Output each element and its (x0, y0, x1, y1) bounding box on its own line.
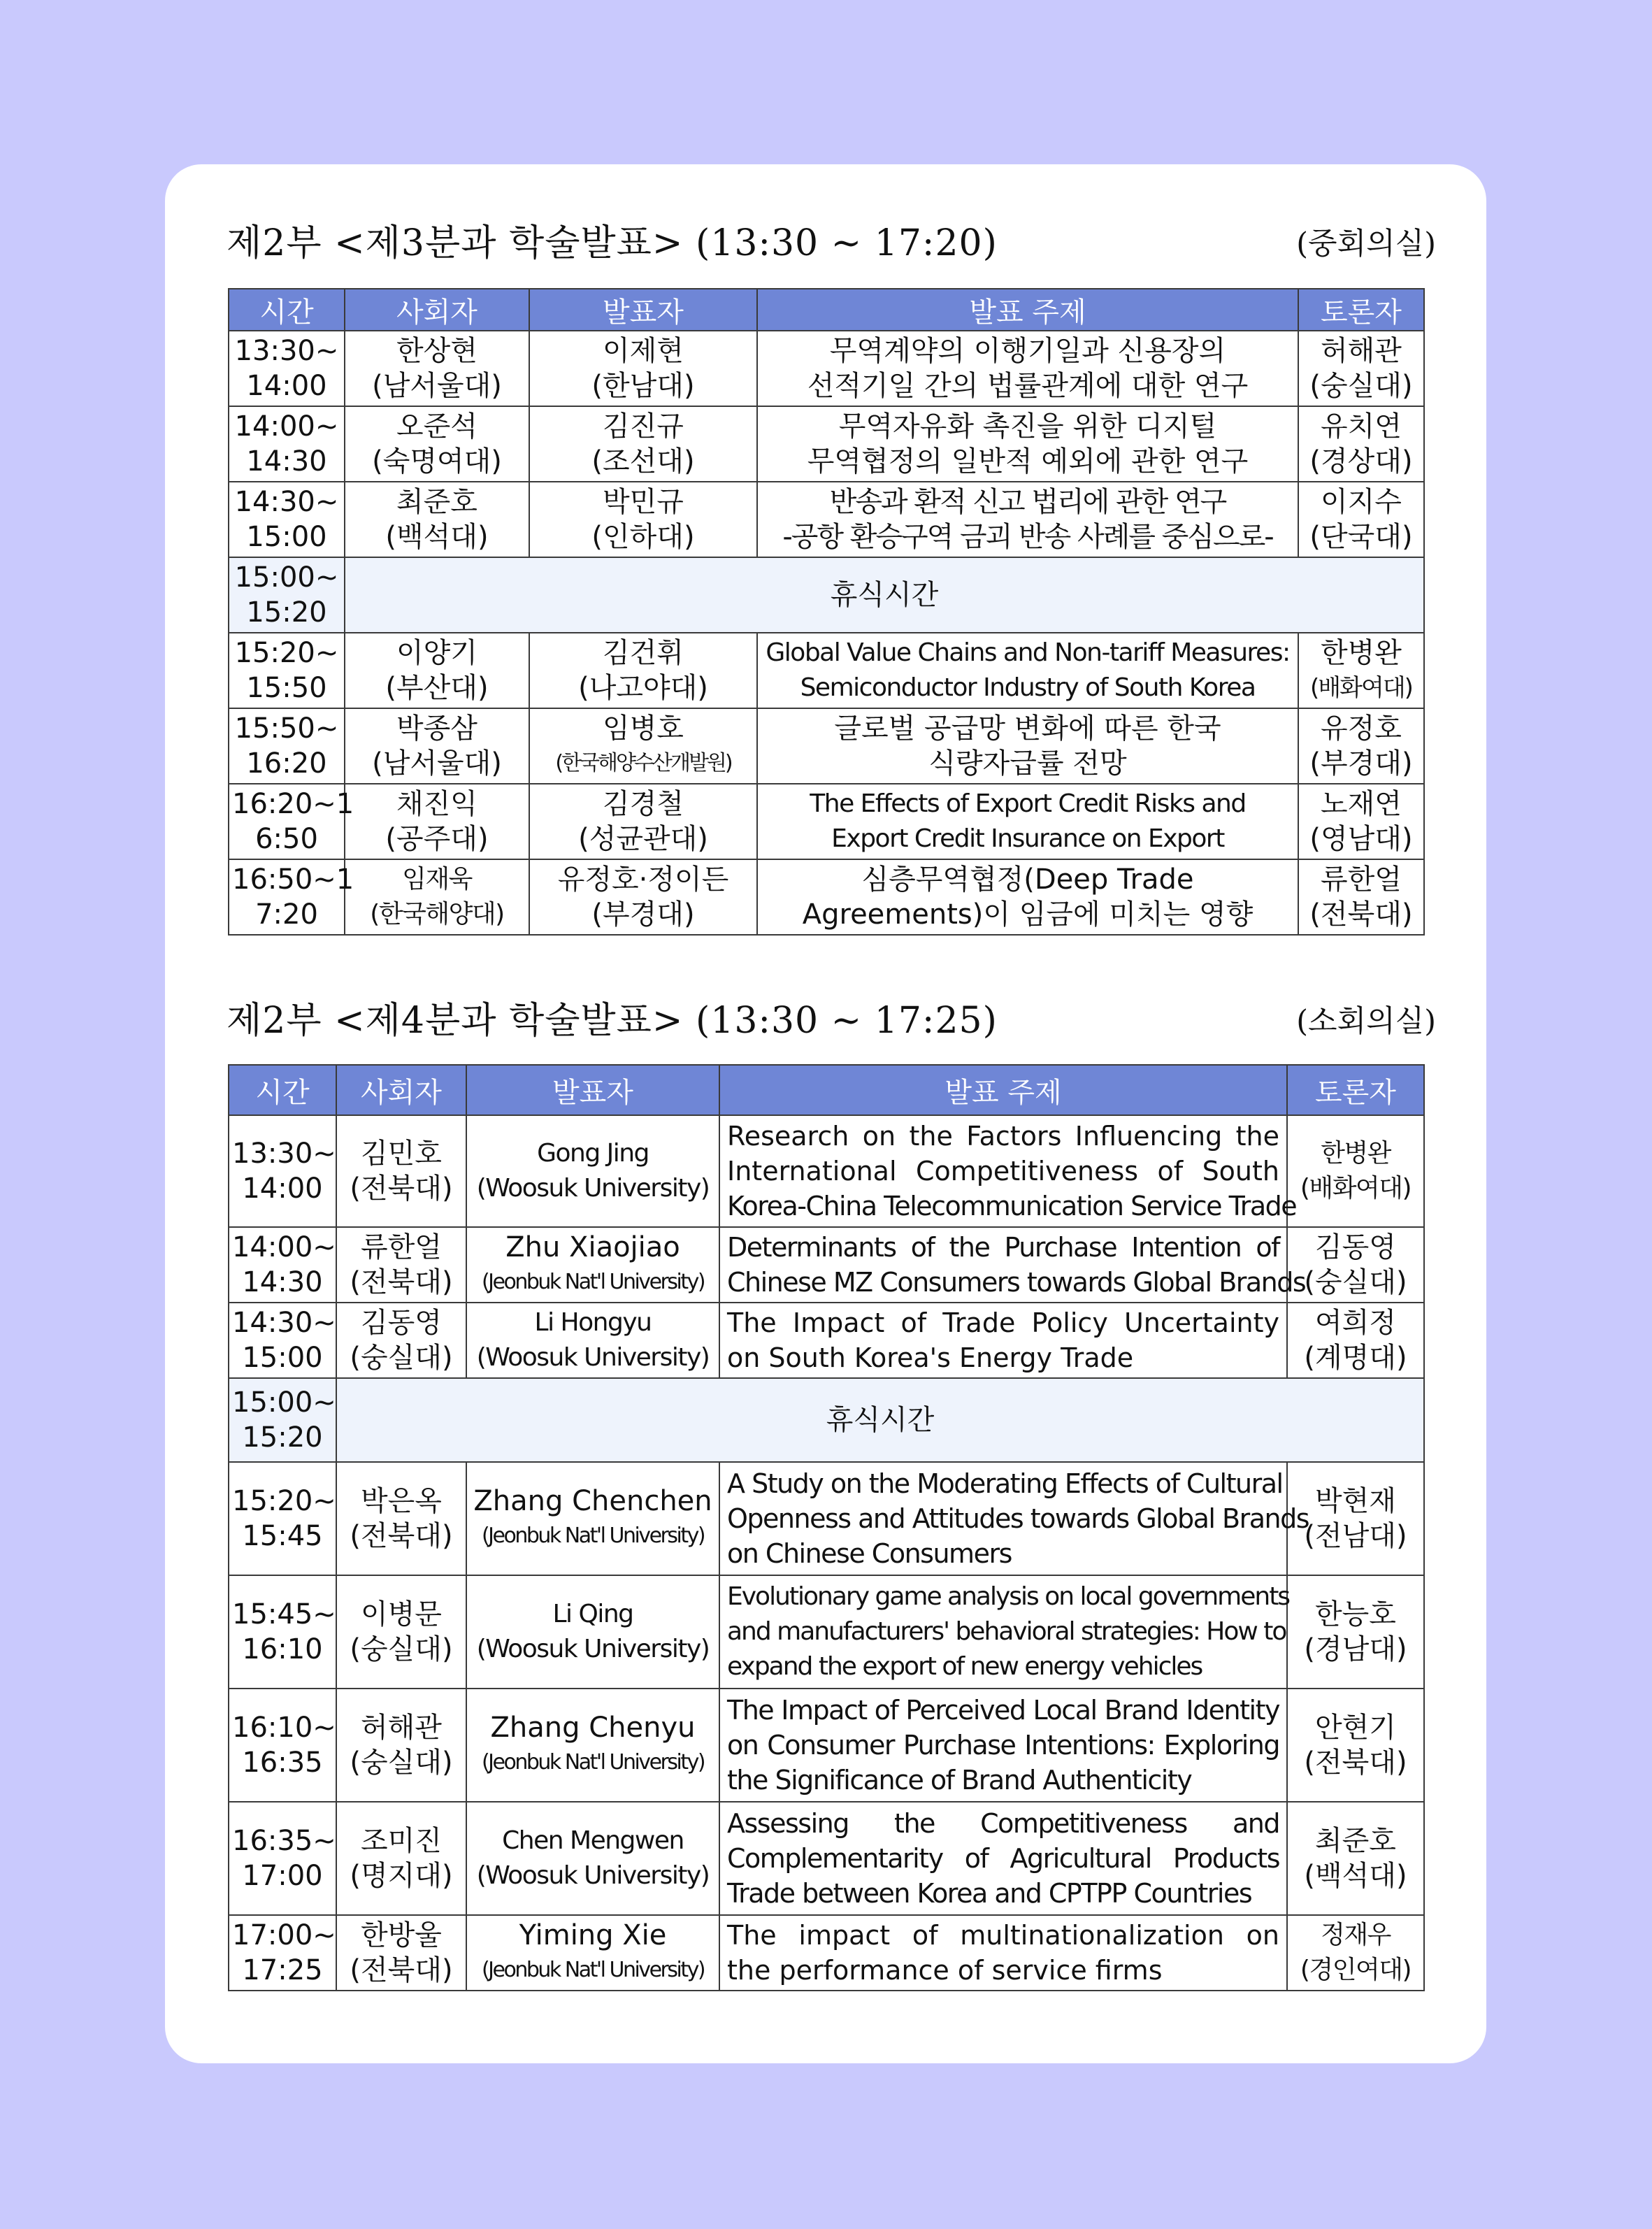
discussant-name: 한능호 (1315, 1598, 1396, 1630)
moderator-name: 임재욱 (402, 865, 472, 894)
time-start: 14:00~ (232, 1231, 336, 1263)
presenter-name: Yiming Xie (519, 1919, 667, 1951)
topic-line: Chinese MZ Consumers towards Global Brands (727, 1267, 1306, 1298)
moderator-affiliation: (전북대) (350, 1173, 453, 1205)
topic-line: The Impact of Perceived Local Brand Identity (727, 1695, 1279, 1726)
topic-cell (757, 633, 1298, 708)
presenter-name: 유정호·정이든 (557, 863, 729, 896)
table-row (229, 331, 1424, 406)
topic-line: Openness and Attitudes towards Global Brands (727, 1503, 1309, 1534)
topic-cell (719, 1915, 1287, 1991)
discussant-name: 한병완 (1321, 637, 1402, 669)
moderator-affiliation: (부산대) (385, 672, 489, 704)
discussant-name: 유치연 (1321, 410, 1402, 443)
time-end: 14:30 (242, 1266, 323, 1298)
time-cell (229, 708, 345, 784)
presenter-cell (529, 633, 757, 708)
section3-header (227, 210, 1436, 266)
time-end: 7:20 (255, 898, 318, 931)
discussant-affiliation: (부경대) (1309, 747, 1413, 780)
time-start: 15:00~ (234, 561, 339, 594)
moderator-cell (336, 1575, 466, 1689)
moderator-affiliation: (전북대) (350, 1520, 453, 1552)
discussant-name: 유정호 (1321, 712, 1402, 745)
col-header-time: 시간 (229, 289, 345, 331)
moderator-cell (336, 1802, 466, 1915)
topic-line: Determinants of the Purchase Intention of (727, 1232, 1279, 1263)
discussant-name: 최준호 (1315, 1825, 1396, 1857)
topic-line: 글로벌 공급망 변화에 따른 한국 (834, 712, 1221, 745)
topic-cell (719, 1462, 1309, 1575)
presenter-cell (529, 482, 757, 557)
presenter-affiliation: (Jeonbuk Nat'l University) (481, 1270, 705, 1294)
col-header-presenter: 발표자 (466, 1065, 719, 1115)
discussant-name: 류한얼 (1321, 863, 1402, 896)
topic-line: A Study on the Moderating Effects of Cultural (727, 1468, 1283, 1499)
time-start: 13:30~ (234, 335, 339, 367)
topic-line: The Effects of Export Credit Risks and (810, 789, 1246, 818)
topic-line: 선적기일 간의 법률관계에 대한 연구 (807, 370, 1249, 402)
topic-line: Export Credit Insurance on Export (831, 824, 1224, 853)
presenter-affiliation: (Jeonbuk Nat'l University) (481, 1958, 705, 1982)
topic-cell (719, 1575, 1290, 1689)
time-start: 15:20~ (234, 637, 339, 669)
time-start: 16:35~ (232, 1825, 336, 1857)
discussant-affiliation: (단국대) (1309, 521, 1413, 553)
col-header-moderator: 사회자 (345, 289, 529, 331)
section3-title: 제2부 <제3분과 학술발표> (13:30 ~ 17:20) (227, 222, 998, 264)
table-header-row (229, 289, 1424, 331)
topic-cell (719, 1303, 1287, 1378)
time-cell (229, 1575, 336, 1689)
time-end: 15:00 (246, 521, 327, 553)
moderator-affiliation: (숭실대) (350, 1633, 453, 1665)
topic-cell (757, 859, 1298, 935)
topic-line: Semiconductor Industry of South Korea (800, 673, 1256, 702)
presenter-affiliation: (성균관대) (578, 823, 708, 855)
presenter-cell (466, 1303, 719, 1378)
topic-line: International Competitiveness of South (727, 1156, 1279, 1187)
topic-line: 무역자유화 촉진을 위한 디지털 (838, 410, 1217, 443)
topic-line: Complementarity of Agricultural Products (727, 1843, 1279, 1874)
topic-line: Research on the Factors Influencing the (727, 1121, 1279, 1152)
discussant-cell (1298, 406, 1424, 482)
topic-line: The Impact of Trade Policy Uncertainty (727, 1307, 1279, 1338)
table-row (229, 1303, 1424, 1378)
discussant-name: 노재연 (1321, 788, 1402, 820)
presenter-cell (466, 1575, 719, 1689)
presenter-cell (529, 708, 757, 784)
topic-cell (757, 482, 1298, 557)
moderator-name: 한상현 (396, 335, 477, 367)
table-row (229, 482, 1424, 557)
moderator-affiliation: (공주대) (385, 823, 489, 855)
time-start: 13:30~ (232, 1138, 336, 1170)
discussant-name: 박현재 (1315, 1485, 1396, 1517)
topic-cell (757, 708, 1298, 784)
topic-line: Assessing the Competitiveness and (727, 1808, 1279, 1839)
break-row (229, 1378, 1424, 1462)
moderator-name: 박은옥 (361, 1485, 442, 1517)
time-cell (229, 1802, 336, 1915)
table-header-row (229, 1065, 1424, 1115)
topic-line: the Significance of Brand Authenticity (727, 1765, 1192, 1796)
col-header-discussant: 토론자 (1298, 289, 1424, 331)
moderator-affiliation: (숭실대) (350, 1747, 453, 1779)
time-end: 16:35 (242, 1747, 323, 1779)
presenter-cell (529, 331, 757, 406)
time-cell (229, 1115, 336, 1227)
col-header-moderator: 사회자 (336, 1065, 466, 1115)
discussant-affiliation: (배화여대) (1300, 1174, 1412, 1203)
topic-line: The impact of multinationalization on (727, 1920, 1279, 1951)
moderator-name: 오준석 (396, 410, 477, 443)
presenter-cell (466, 1227, 719, 1303)
section3-table (228, 288, 1425, 936)
presenter-name: 김진규 (603, 410, 684, 443)
time-end: 14:00 (242, 1173, 323, 1205)
presenter-affiliation: (한국해양수산개발원) (555, 751, 731, 775)
section4-room: (소회의실) (1296, 1004, 1436, 1039)
topic-line: Trade between Korea and CPTPP Countries (727, 1878, 1252, 1909)
section4-title: 제2부 <제4분과 학술발표> (13:30 ~ 17:25) (227, 1000, 998, 1042)
discussant-name: 허해관 (1321, 335, 1402, 367)
discussant-cell (1298, 784, 1424, 859)
discussant-affiliation: (영남대) (1309, 823, 1413, 855)
moderator-cell (345, 406, 529, 482)
discussant-name: 안현기 (1315, 1712, 1396, 1744)
topic-cell (719, 1802, 1287, 1915)
topic-cell (719, 1115, 1297, 1227)
discussant-affiliation: (계명대) (1304, 1342, 1407, 1374)
topic-line: Korea-China Telecommunication Service Trade (727, 1191, 1297, 1221)
col-header-discussant: 토론자 (1287, 1065, 1424, 1115)
moderator-affiliation: (남서울대) (372, 747, 502, 780)
topic-line: expand the export of new energy vehicles (727, 1652, 1202, 1681)
topic-cell (757, 784, 1298, 859)
table-row (229, 1575, 1424, 1689)
section4-table (228, 1064, 1425, 1991)
discussant-cell (1298, 331, 1424, 406)
time-end: 14:00 (246, 370, 327, 402)
time-end: 17:25 (242, 1954, 323, 1986)
topic-line: on Consumer Purchase Intentions: Exploring (727, 1730, 1279, 1761)
discussant-name: 여희정 (1315, 1307, 1396, 1339)
moderator-cell (336, 1303, 466, 1378)
time-cell (229, 331, 345, 406)
moderator-name: 이양기 (396, 637, 477, 669)
break-row (229, 557, 1424, 633)
moderator-affiliation: (명지대) (350, 1860, 453, 1892)
time-end: 6:50 (255, 823, 318, 855)
presenter-affiliation: (Woosuk University) (476, 1861, 710, 1890)
time-end: 16:10 (242, 1633, 323, 1665)
discussant-affiliation: (전북대) (1309, 898, 1413, 931)
time-cell (229, 1462, 336, 1575)
presenter-name: 김건휘 (603, 637, 684, 669)
time-cell (229, 784, 354, 859)
table-row (229, 633, 1424, 708)
discussant-cell (1298, 633, 1424, 708)
topic-line: 식량자급률 전망 (928, 747, 1127, 780)
discussant-cell (1298, 482, 1424, 557)
discussant-affiliation: (전북대) (1304, 1747, 1407, 1779)
time-cell (229, 1227, 336, 1303)
discussant-cell (1287, 1915, 1424, 1991)
presenter-affiliation: (한남대) (591, 370, 695, 402)
topic-line: Agreements)이 임금에 미치는 영향 (802, 898, 1254, 931)
discussant-affiliation: (숭실대) (1304, 1266, 1407, 1298)
table-row (229, 1915, 1424, 1991)
topic-cell (719, 1227, 1306, 1303)
moderator-cell (345, 708, 529, 784)
moderator-cell (345, 859, 529, 935)
moderator-name: 조미진 (361, 1825, 442, 1857)
topic-line: on Chinese Consumers (727, 1538, 1012, 1569)
discussant-affiliation: (전남대) (1304, 1520, 1407, 1552)
presenter-affiliation: (부경대) (591, 898, 695, 931)
discussant-cell (1287, 1575, 1424, 1689)
section4-header (227, 987, 1436, 1043)
section3-room: (중회의실) (1296, 227, 1436, 261)
table-row (229, 784, 1424, 859)
presenter-name: Zhang Chenchen (473, 1485, 712, 1517)
table-row (229, 1115, 1424, 1227)
presenter-cell (529, 859, 757, 935)
table-row (229, 1802, 1424, 1915)
table-row (229, 406, 1424, 482)
moderator-name: 박종삼 (396, 712, 477, 745)
presenter-affiliation: (인하대) (591, 521, 695, 553)
time-cell (229, 557, 345, 633)
time-cell (229, 406, 345, 482)
moderator-cell (345, 331, 529, 406)
moderator-affiliation: (숙명여대) (372, 445, 502, 478)
presenter-affiliation: (나고야대) (578, 672, 708, 704)
time-start: 17:00~ (232, 1919, 336, 1951)
presenter-cell (529, 784, 757, 859)
discussant-affiliation: (배화여대) (1310, 674, 1412, 702)
topic-line: on South Korea's Energy Trade (727, 1342, 1134, 1373)
presenter-affiliation: (조선대) (591, 445, 695, 478)
discussant-cell (1298, 859, 1424, 935)
presenter-name: 김경철 (603, 788, 684, 820)
topic-line: 심층무역협정(Deep Trade (861, 863, 1194, 896)
time-end: 15:20 (242, 1421, 323, 1454)
moderator-cell (336, 1689, 466, 1802)
discussant-affiliation: (경상대) (1309, 445, 1413, 478)
moderator-affiliation: (남서울대) (372, 370, 502, 402)
time-start: 15:00~ (232, 1386, 336, 1419)
moderator-affiliation: (숭실대) (350, 1342, 453, 1374)
moderator-affiliation: (한국해양대) (370, 900, 504, 929)
moderator-cell (336, 1915, 466, 1991)
time-start: 15:20~ (232, 1485, 336, 1517)
col-header-presenter: 발표자 (529, 289, 757, 331)
time-start: 16:10~ (232, 1712, 336, 1744)
discussant-affiliation: (경인여대) (1300, 1956, 1412, 1984)
moderator-name: 채진익 (396, 788, 477, 820)
topic-line: 무역협정의 일반적 예외에 관한 연구 (807, 445, 1249, 478)
time-start: 15:50~ (234, 712, 339, 745)
discussant-cell (1287, 1115, 1424, 1227)
time-end: 17:00 (242, 1860, 323, 1892)
moderator-cell (345, 784, 529, 859)
discussant-affiliation: (백석대) (1304, 1860, 1407, 1892)
time-cell (229, 859, 354, 935)
moderator-name: 한방울 (361, 1919, 442, 1951)
time-start: 15:45~ (232, 1598, 336, 1630)
topic-line: Evolutionary game analysis on local governments (727, 1582, 1290, 1611)
time-end: 16:20 (246, 747, 327, 780)
discussant-name: 한병완 (1321, 1139, 1391, 1168)
discussant-name: 김동영 (1315, 1231, 1396, 1263)
topic-line: -공항 환승구역 금괴 반송 사례를 중심으로- (782, 521, 1273, 553)
moderator-name: 김동영 (361, 1307, 442, 1339)
time-cell (229, 482, 345, 557)
time-end: 14:30 (246, 445, 327, 478)
presenter-name: Chen Mengwen (502, 1826, 684, 1855)
schedule-card (165, 164, 1486, 2063)
table-row (229, 1689, 1424, 1802)
time-start: 16:50~1 (232, 863, 354, 896)
time-cell (229, 633, 345, 708)
discussant-cell (1287, 1802, 1424, 1915)
topic-cell (757, 331, 1298, 406)
topic-line: and manufacturers' behavioral strategies: How to (727, 1617, 1286, 1646)
discussant-cell (1298, 708, 1424, 784)
moderator-cell (336, 1462, 466, 1575)
moderator-cell (336, 1227, 466, 1303)
time-start: 14:30~ (234, 486, 339, 518)
col-header-topic: 발표 주제 (719, 1065, 1287, 1115)
topic-line: the performance of service firms (727, 1955, 1163, 1986)
presenter-affiliation: (Woosuk University) (476, 1635, 710, 1663)
moderator-name: 김민호 (361, 1138, 442, 1170)
time-start: 14:30~ (232, 1307, 336, 1339)
topic-cell (719, 1689, 1287, 1802)
time-end: 15:20 (246, 596, 327, 629)
discussant-name: 이지수 (1321, 486, 1402, 518)
presenter-affiliation: (Jeonbuk Nat'l University) (481, 1524, 705, 1548)
moderator-name: 허해관 (361, 1712, 442, 1744)
break-label: 휴식시간 (336, 1378, 1424, 1462)
col-header-time: 시간 (229, 1065, 336, 1115)
time-cell (229, 1303, 336, 1378)
time-end: 15:45 (242, 1520, 323, 1552)
moderator-cell (345, 633, 529, 708)
presenter-name: Zhu Xiaojiao (505, 1231, 680, 1263)
presenter-affiliation: (Woosuk University) (476, 1343, 710, 1372)
moderator-affiliation: (전북대) (350, 1266, 453, 1298)
topic-line: 반송과 환적 신고 법리에 관한 연구 (829, 486, 1226, 518)
presenter-cell (466, 1462, 719, 1575)
time-start: 16:20~1 (232, 788, 354, 820)
time-start: 14:00~ (234, 410, 339, 443)
table-row (229, 1462, 1424, 1575)
discussant-affiliation: (경남대) (1304, 1633, 1407, 1665)
time-end: 15:00 (242, 1342, 323, 1374)
presenter-name: Zhang Chenyu (490, 1712, 696, 1744)
moderator-affiliation: (전북대) (350, 1954, 453, 1986)
discussant-cell (1287, 1462, 1424, 1575)
moderator-name: 류한얼 (361, 1231, 442, 1263)
moderator-cell (336, 1115, 466, 1227)
presenter-name: 박민규 (603, 486, 684, 518)
moderator-name: 최준호 (396, 486, 477, 518)
break-label: 휴식시간 (345, 557, 1424, 633)
time-cell (229, 1689, 336, 1802)
presenter-cell (466, 1802, 719, 1915)
presenter-name: Li Hongyu (534, 1308, 652, 1337)
table-row (229, 859, 1424, 935)
table-row (229, 1227, 1424, 1303)
table-row (229, 708, 1424, 784)
presenter-name: 이제현 (603, 335, 684, 367)
presenter-name: Gong Jing (537, 1139, 649, 1168)
discussant-name: 정재우 (1321, 1921, 1391, 1949)
col-header-topic: 발표 주제 (757, 289, 1298, 331)
time-cell (229, 1378, 336, 1462)
time-end: 15:50 (246, 672, 327, 704)
presenter-cell (466, 1915, 719, 1991)
presenter-cell (466, 1689, 719, 1802)
presenter-name: 임병호 (603, 712, 684, 745)
topic-cell (757, 406, 1298, 482)
discussant-cell (1287, 1689, 1424, 1802)
presenter-cell (466, 1115, 719, 1227)
moderator-affiliation: (백석대) (385, 521, 489, 553)
presenter-cell (529, 406, 757, 482)
moderator-name: 이병문 (361, 1598, 442, 1630)
topic-line: 무역계약의 이행기일과 신용장의 (829, 335, 1226, 367)
time-cell (229, 1915, 336, 1991)
discussant-affiliation: (숭실대) (1309, 370, 1413, 402)
discussant-cell (1287, 1303, 1424, 1378)
presenter-affiliation: (Jeonbuk Nat'l University) (481, 1750, 705, 1775)
presenter-name: Li Qing (552, 1600, 633, 1628)
moderator-cell (345, 482, 529, 557)
topic-line: Global Value Chains and Non-tariff Measures: (766, 638, 1290, 667)
discussant-cell (1287, 1227, 1424, 1303)
presenter-affiliation: (Woosuk University) (476, 1174, 710, 1203)
